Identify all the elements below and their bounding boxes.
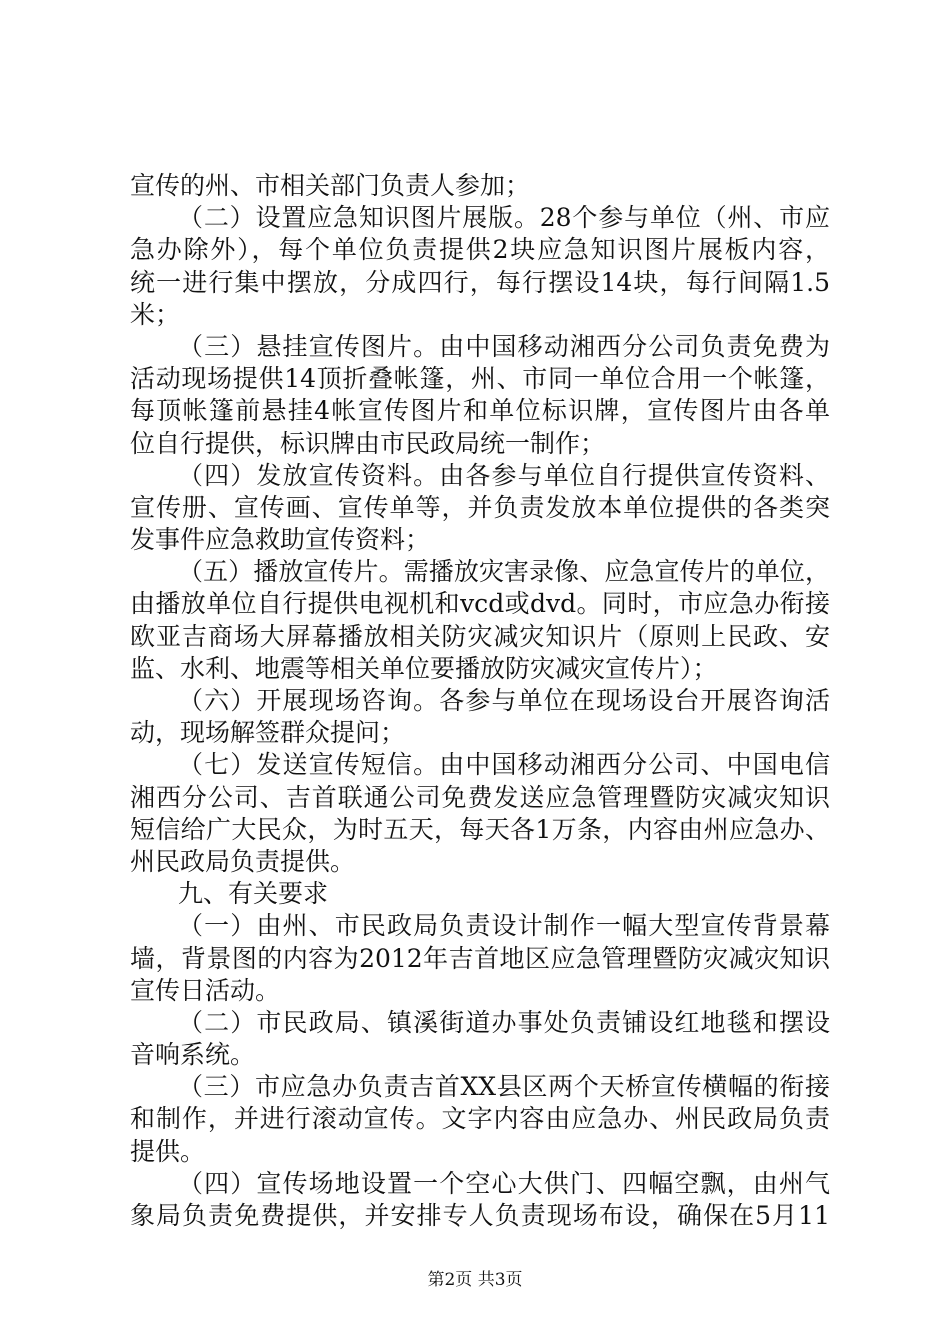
text-line: 统一进行集中摆放，分成四行，每行摆设14块，每行间隔1.5: [130, 267, 830, 297]
text-line: （四）发放宣传资料。由各参与单位自行提供宣传资料、: [178, 460, 830, 490]
text-line: （三）市应急办负责吉首XX县区两个天桥宣传横幅的衔接: [178, 1072, 830, 1102]
text-line: （五）播放宣传片。需播放灾害录像、应急宣传片的单位，: [178, 557, 830, 587]
text-line: 发事件应急救助宣传资料；: [130, 525, 431, 555]
text-line: （四）宣传场地设置一个空心大供门、四幅空飘，由州气: [178, 1168, 830, 1198]
text-line: （七）发送宣传短信。由中国移动湘西分公司、中国电信: [178, 750, 830, 780]
text-line: 每顶帐篷前悬挂4帐宣传图片和单位标识牌，宣传图片由各单: [130, 396, 830, 426]
text-line: 墙，背景图的内容为2012年吉首地区应急管理暨防灾减灾知识: [130, 943, 830, 973]
text-line: （二）设置应急知识图片展版。28个参与单位（州、市应: [178, 203, 830, 233]
document-body: [130, 170, 830, 1232]
text-line: 宣传的州、市相关部门负责人参加；: [130, 171, 531, 200]
text-line: 动，现场解签群众提问；: [130, 718, 406, 748]
text-line: （六）开展现场咨询。各参与单位在现场设台开展咨询活: [178, 686, 830, 715]
page-footer: 第2页 共3页: [427, 1270, 523, 1290]
text-line: 宣传册、宣传画、宣传单等，并负责发放本单位提供的各类突: [130, 492, 830, 522]
text-line: 音响系统。: [130, 1040, 256, 1070]
text-line: 急办除外），每个单位负责提供2块应急知识图片展板内容，: [130, 235, 830, 265]
text-line: 监、水利、地震等相关单位要播放防灾减灾宣传片）；: [130, 653, 718, 683]
text-line: （二）市民政局、镇溪街道办事处负责铺设红地毯和摆设: [178, 1007, 830, 1037]
text-line: （一）由州、市民政局负责设计制作一幅大型宣传背景幕: [178, 911, 830, 941]
text-line: 象局负责免费提供，并安排专人负责现场布设，确保在5月11: [130, 1201, 830, 1230]
text-line: 欧亚吉商场大屏幕播放相关防灾减灾知识片（原则上民政、安: [130, 621, 830, 651]
text-line: 州民政局负责提供。: [130, 846, 356, 876]
text-line: 湘西分公司、吉首联通公司免费发送应急管理暨防灾减灾知识: [130, 782, 830, 812]
text-line: 九、有关要求: [178, 879, 329, 909]
text-line: 宣传日活动。: [130, 975, 281, 1005]
text-line: 提供。: [130, 1136, 206, 1166]
text-line: 和制作，并进行滚动宣传。文字内容由应急办、州民政局负责: [130, 1104, 830, 1134]
text-line: 米；: [130, 299, 181, 329]
text-line: 活动现场提供14顶折叠帐篷，州、市同一单位合用一个帐篷，: [130, 364, 830, 394]
text-line: 由播放单位自行提供电视机和vcd或dvd。同时，市应急办衔接: [130, 589, 830, 619]
text-line: （三）悬挂宣传图片。由中国移动湘西分公司负责免费为: [178, 331, 830, 361]
text-line: 位自行提供，标识牌由市民政局统一制作；: [130, 428, 606, 458]
text-line: 短信给广大民众，为时五天，每天各1万条，内容由州应急办、: [130, 814, 830, 844]
